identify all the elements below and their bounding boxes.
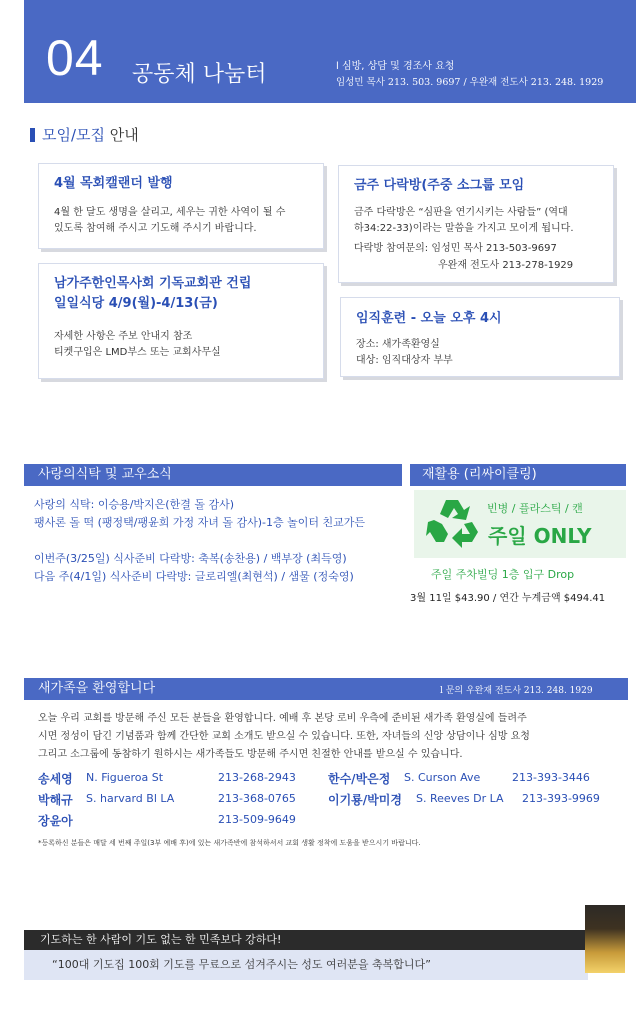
welcome-paragraph-2: 시면 정성이 담긴 기념품과 함께 간단한 교회 소개도 받으실 수 있습니다. 또한, 자녀들의 신앙 상담이나 심방 요청: [38, 731, 530, 742]
newcomer-name: 장윤아: [38, 814, 73, 828]
newcomer-phone: 213-393-3446: [512, 771, 590, 784]
recycle-only: 주일 ONLY: [488, 524, 592, 548]
welcome-note: *등록하신 분들은 매달 세 번째 주일(3부 예배 후)에 있는 새가족반에 참석하셔서 교회 생활 정착에 도움을 받으시기 바랍니다.: [38, 839, 421, 847]
header-contact-label: l 심방, 상담 및 경조사 요청: [336, 61, 455, 72]
training-text-1: 장소: 새가족환영실: [356, 339, 440, 350]
section-heading-accent: 모임/모집: [42, 126, 106, 144]
training-title: 임직훈련 - 오늘 오후 4시: [356, 311, 502, 326]
newcomer-name: 이기룡/박미경: [328, 793, 402, 807]
newcomer-name: 송세영: [38, 772, 73, 786]
newcomer-phone: 213-268-2943: [218, 771, 296, 784]
section-heading-rest: 안내: [105, 126, 139, 144]
recycle-amount: 3월 11일 $43.90 / 연간 누계금액 $494.41: [410, 593, 606, 604]
calendar-title: 4월 목회캘랜더 발행: [54, 176, 173, 191]
training-text-2: 대상: 임직대상자 부부: [356, 355, 453, 366]
cafe-text-3: 다락방 참여문의: 임성민 목사 213-503-9697: [354, 243, 557, 254]
love-table-header: 사랑의식탁 및 교우소식: [24, 464, 402, 486]
love-line-4: 다음 주(4/1일) 식사준비 다락방: 글로리엘(최현석) / 샘물 (정숙영): [34, 570, 354, 583]
cafe-title: 금주 다락방(주중 소그룹 모임: [354, 178, 525, 193]
recycle-place: 주일 주차빌딩 1층 입구 Drop: [431, 568, 575, 581]
love-line-2: 팽사론 돌 떡 (팽정택/팽윤희 가정 자녀 돌 감사)-1층 놀이터 친교가든: [34, 516, 365, 529]
newcomer-address: S. Curson Ave: [404, 771, 481, 784]
love-line-1: 사랑의 식탁: 이승용/박지은(한결 돌 감사): [34, 498, 234, 511]
header-contact-numbers: 임성민 목사 213. 503. 9697 / 우완재 전도사 213. 248. 1929: [336, 77, 604, 88]
section-marker: [30, 128, 35, 142]
restaurant-title-1: 남가주한인목사회 기독교회관 건립: [54, 276, 252, 291]
calendar-text-1: 4월 한 달도 생명을 살리고, 세우는 귀한 사역이 될 수: [54, 207, 286, 218]
welcome-header: 새가족을 환영합니다: [24, 678, 628, 700]
cafe-text-2: 하34:22-33)이라는 말씀을 가지고 모이게 됩니다.: [354, 223, 574, 234]
love-line-3: 이번주(3/25일) 식사준비 다락방: 축복(송찬용) / 백부장 (최득영): [34, 552, 347, 565]
cafe-text-4: 우완재 전도사 213-278-1929: [438, 260, 574, 271]
newcomer-address: S. Reeves Dr LA: [416, 792, 504, 805]
prayer-book-cover-image: [585, 905, 625, 973]
section-number: 04: [46, 30, 104, 86]
prayer-quote: “100대 기도집 100회 기도를 무료으로 섬겨주시는 성도 여러분을 축복합니다”: [24, 950, 588, 980]
newcomer-name: 박해규: [38, 793, 73, 807]
welcome-contact: l 문의 우완재 전도사 213. 248. 1929: [440, 686, 593, 696]
newcomer-phone: 213-509-9649: [218, 813, 296, 826]
recycle-icon: [424, 496, 484, 552]
newcomer-phone: 213-368-0765: [218, 792, 296, 805]
page-title: 공동체 나눔터: [132, 62, 267, 87]
section-heading: [42, 126, 139, 144]
welcome-paragraph-1: 오늘 우리 교회를 방문해 주신 모든 분들을 환영합니다. 예배 후 본당 로비 우측에 준비된 새가족 환영실에 들려주: [38, 713, 527, 724]
restaurant-text-2: 티켓구입은 LMD부스 또는 교회사무실: [54, 347, 221, 358]
newcomer-address: S. harvard Bl LA: [86, 792, 175, 805]
recycle-header: 재활용 (리싸이클링): [410, 464, 626, 486]
welcome-paragraph-3: 그리고 소그룹에 동참하기 원하시는 새가족들도 방문해 주시면 친절한 안내를 받으실 수 있습니다.: [38, 749, 463, 760]
newcomer-name: 한수/박은정: [328, 772, 391, 786]
recycle-items: 빈병 / 플라스틱 / 캔: [487, 502, 583, 515]
restaurant-title-2: 일일식당 4/9(월)-4/13(금): [54, 296, 218, 311]
newcomer-address: N. Figueroa St: [86, 771, 164, 784]
newcomer-phone: 213-393-9969: [522, 792, 600, 805]
prayer-banner: 기도하는 한 사람이 기도 없는 한 민족보다 강하다!: [24, 930, 588, 950]
calendar-text-2: 있도록 참여해 주시고 기도해 주시기 바랍니다.: [54, 223, 257, 234]
restaurant-text-1: 자세한 사항은 주보 안내지 참조: [54, 331, 193, 342]
cafe-text-1: 금주 다락방은 “심판을 연기시키는 사람들” (역대: [354, 207, 568, 218]
